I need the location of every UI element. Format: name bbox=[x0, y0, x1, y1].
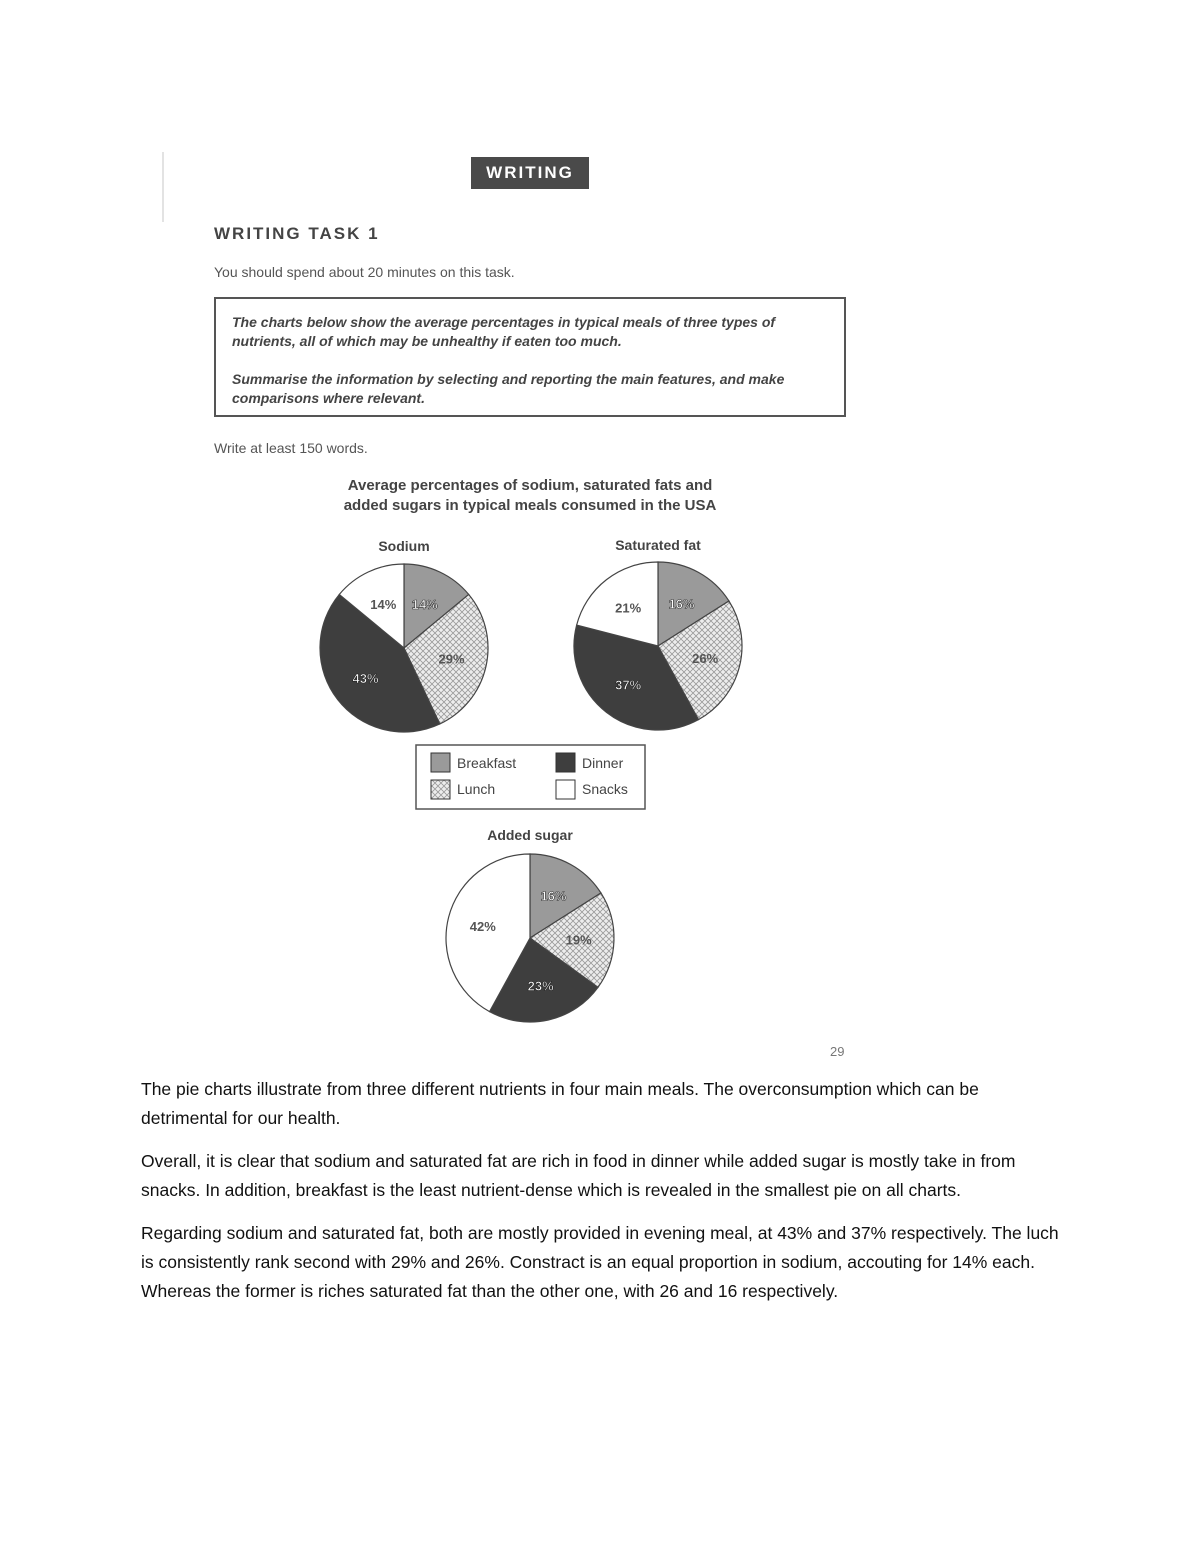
pie-label-lunch: 29% bbox=[438, 651, 465, 667]
pie-label-snacks: 21% bbox=[615, 600, 642, 616]
legend-label-snacks: Snacks bbox=[582, 781, 628, 797]
pie-label-lunch: 26% bbox=[692, 651, 719, 667]
page-number: 29 bbox=[830, 1044, 845, 1059]
pie-chart-saturated-fat bbox=[574, 537, 742, 730]
essay-response bbox=[141, 1075, 1061, 1320]
task-title: WRITING TASK 1 bbox=[214, 224, 380, 243]
essay-paragraph-1: The pie charts illustrate from three different nutrients in four main meals. The overconsumption which can be detrimental for our health. bbox=[141, 1079, 979, 1128]
pie-label-breakfast: 14% bbox=[411, 596, 438, 612]
legend-label-breakfast: Breakfast bbox=[457, 755, 517, 771]
pie-title: Added sugar bbox=[487, 827, 573, 843]
pie-label-snacks: 42% bbox=[469, 918, 496, 934]
pie-label-dinner: 43% bbox=[352, 670, 379, 686]
legend-label-dinner: Dinner bbox=[582, 755, 624, 771]
pie-title: Saturated fat bbox=[615, 537, 701, 553]
chart-legend bbox=[416, 745, 645, 809]
figure-title-line-2: added sugars in typical meals consumed in the USA bbox=[343, 497, 717, 514]
pie-label-snacks: 14% bbox=[370, 596, 397, 612]
pie-chart-sodium bbox=[320, 538, 488, 732]
pie-label-dinner: 37% bbox=[615, 677, 642, 693]
pie-title: Sodium bbox=[378, 538, 430, 554]
legend-swatch-breakfast bbox=[431, 753, 450, 772]
essay-paragraph-3: Regarding sodium and saturated fat, both are mostly provided in evening meal, at 43% and 37% respectively. The luch is consistently rank second with 29% and 26%. Constract is an equal proportion in sodium, accouting for 14% each. Whereas the former is riches saturated fat than the other one, with 26 and 16 respectively. bbox=[141, 1223, 1059, 1301]
time-instruction: You should spend about 20 minutes on this task. bbox=[214, 264, 515, 280]
pie-chart-added-sugar bbox=[446, 827, 614, 1022]
essay-paragraph-2: Overall, it is clear that sodium and saturated fat are rich in food in dinner while added sugar is mostly take in from snacks. In addition, breakfast is the least nutrient-dense which is revealed in the smallest pie on all charts. bbox=[141, 1151, 1016, 1200]
legend-swatch-lunch bbox=[431, 780, 450, 799]
prompt-instruction: Summarise the information by selecting and reporting the main features, and make comparisons where relevant. bbox=[232, 371, 785, 406]
figure-title-line-1: Average percentages of sodium, saturated fats and bbox=[347, 477, 713, 494]
legend-swatch-snacks bbox=[556, 780, 575, 799]
pie-label-breakfast: 16% bbox=[668, 596, 695, 612]
section-heading: WRITING bbox=[471, 157, 589, 189]
pie-label-lunch: 19% bbox=[565, 932, 592, 948]
pie-label-breakfast: 16% bbox=[540, 888, 567, 904]
word-count-instruction: Write at least 150 words. bbox=[214, 440, 368, 456]
prompt-description: The charts below show the average percentages in typical meals of three types of nutrients, all of which may be unhealthy if eaten too much. bbox=[232, 314, 776, 349]
pie-label-dinner: 23% bbox=[527, 978, 554, 994]
legend-swatch-dinner bbox=[556, 753, 575, 772]
legend-label-lunch: Lunch bbox=[457, 781, 496, 797]
